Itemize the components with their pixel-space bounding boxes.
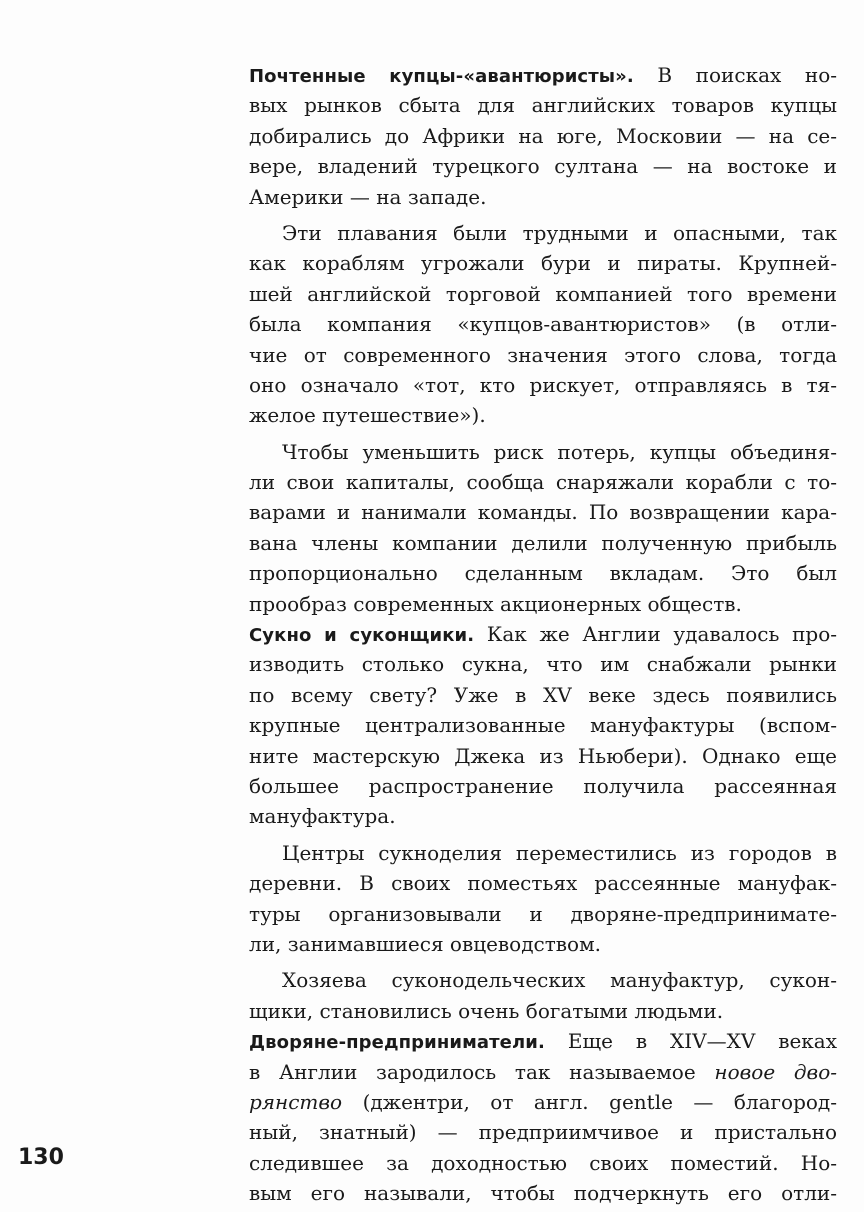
- text-line: рянство (джентри, от англ. gentle — благород-: [249, 1089, 837, 1114]
- text-line: изводить столько сукна, что им снабжали рынки: [249, 652, 837, 677]
- text-line: Чтобы уменьшить риск потерь, купцы объединя-: [282, 439, 837, 464]
- text-line: по всему свету? Уже в XV веке здесь появились: [249, 682, 837, 707]
- text-line: вере, владений турецкого султана — на востоке и: [249, 154, 837, 179]
- text-line: Хозяева суконодельческих мануфактур, сукон-: [282, 968, 837, 993]
- text-line: оно означало «тот, кто рискует, отправляясь в тя-: [249, 372, 837, 397]
- text-line: была компания «купцов-авантюристов» (в отли-: [249, 312, 837, 337]
- section-heading: Сукно и суконщики.: [249, 625, 475, 647]
- text-line: щики, становились очень богатыми людьми.: [249, 998, 724, 1023]
- text-line: шей английской торговой компанией того времени: [249, 281, 837, 306]
- text-line: ли свои капиталы, сообща снаряжали корабли с то-: [249, 470, 837, 495]
- text-line: добирались до Африки на юге, Московии — на се-: [249, 123, 837, 148]
- text-line: Почтенные купцы-«авантюристы». В поисках но-: [249, 63, 837, 87]
- text-line: варами и нанимали команды. По возвращении кара-: [249, 500, 837, 525]
- page-number: 130: [18, 1145, 64, 1170]
- text-line: туры организовывали и дворяне-предпринимате-: [249, 901, 837, 926]
- text-line: вым его называли, чтобы подчеркнуть его отли-: [249, 1181, 837, 1206]
- emphasis-term: новое дво-: [714, 1059, 837, 1084]
- text-line: прообраз современных акционерных обществ.: [249, 591, 742, 616]
- text-line: пропорционально сделанным вкладам. Это был: [249, 561, 837, 586]
- text-line: Дворяне-предприниматели. Еще в XIV—XV веках: [249, 1029, 837, 1054]
- text-line: чие от современного значения этого слова, тогда: [249, 342, 837, 367]
- emphasis-term: рянство: [249, 1089, 343, 1114]
- text-line: большее распространение получила рассеянная: [249, 773, 837, 798]
- text-line: крупные централизованные мануфактуры (вспом-: [249, 713, 837, 738]
- text-line: вых рынков сбыта для английских товаров купцы: [249, 93, 837, 118]
- text-line: Сукно и суконщики. Как же Англии удавалось про-: [249, 622, 838, 647]
- text-line: в Англии зародилось так называемое новое дво-: [249, 1059, 837, 1084]
- text-line: Эти плавания были трудными и опасными, так: [282, 220, 837, 245]
- text-column: [249, 60, 837, 1208]
- text-line: следившее за доходностью своих поместий. Но-: [249, 1150, 837, 1175]
- text-line: ли, занимавшиеся овцеводством.: [249, 931, 602, 956]
- section-heading: Дворяне-предприниматели.: [249, 1032, 545, 1054]
- text-line: ните мастерскую Джека из Ньюбери). Однако еще: [249, 743, 837, 768]
- section-heading: Почтенные купцы-«авантюристы».: [249, 66, 634, 87]
- text-line: желое путешествие»).: [249, 403, 486, 428]
- text-line: Америки — на западе.: [249, 184, 487, 209]
- text-line: мануфактура.: [249, 804, 396, 829]
- text-line: вана члены компании делили полученную прибыль: [249, 530, 837, 555]
- text-line: деревни. В своих поместьях рассеянные мануфак-: [249, 871, 837, 896]
- text-line: Центры сукноделия переместились из городов в: [282, 840, 837, 865]
- text-line: как кораблям угрожали бури и пираты. Крупней-: [249, 251, 837, 276]
- text-line: ный, знатный) — предприимчивое и пристально: [249, 1120, 837, 1145]
